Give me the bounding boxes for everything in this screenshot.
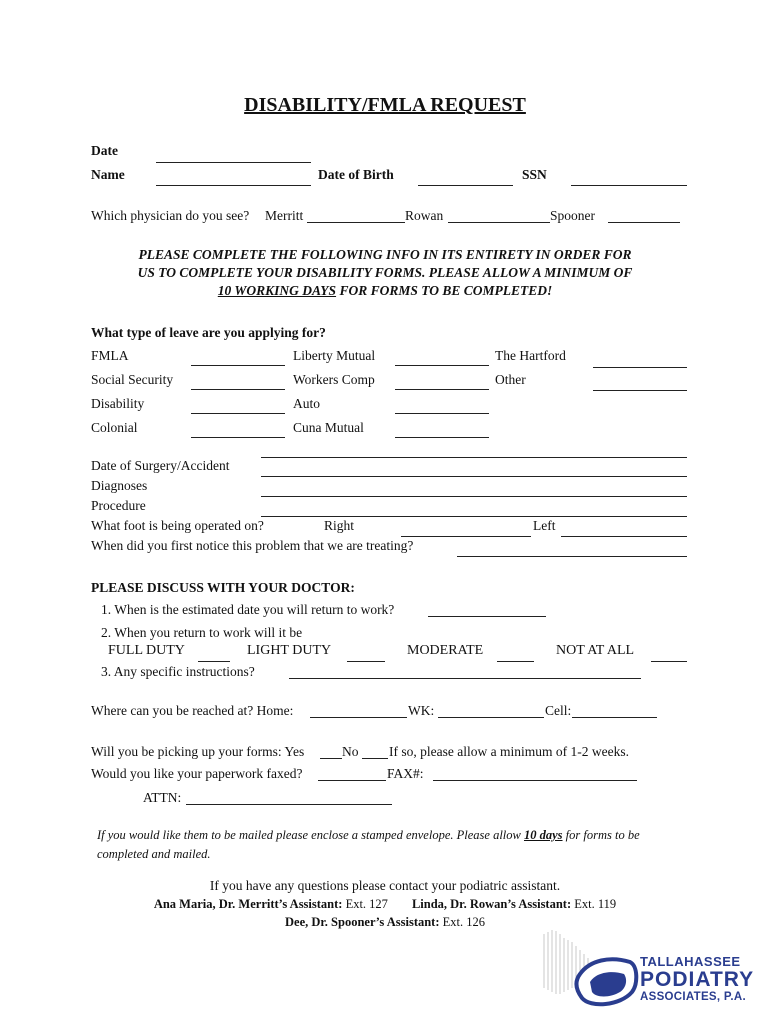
fax-yes-field[interactable] [318,780,386,781]
surgery-date-field[interactable] [261,476,687,477]
logo-line-1: TALLAHASSEE [640,954,741,969]
leave-cuna-mutual-field[interactable] [395,437,489,438]
dob-field[interactable] [418,185,513,186]
full-duty-field[interactable] [198,661,230,662]
left-foot-label: Left [533,518,556,533]
physician-merritt-label: Merritt [265,208,304,223]
return-duty-question: 2. When you return to work will it be [101,625,303,640]
leave-question: What type of leave are you applying for? [91,325,326,340]
leave-social-security-field[interactable] [191,389,285,390]
light-duty-label: LIGHT DUTY [247,643,332,658]
surgery-date-label: Date of Surgery/Accident [91,458,230,473]
reached-prompt: Where can you be reached at? Home: [91,703,294,718]
ssn-field[interactable] [571,185,687,186]
right-foot-label: Right [324,518,355,533]
leave-disability-label: Disability [91,396,145,411]
fax-number-field[interactable] [433,780,637,781]
diagnoses-label: Diagnoses [91,478,148,493]
practice-logo [540,928,755,1013]
physician-rowan-label: Rowan [405,208,444,223]
not-at-all-field[interactable] [651,661,687,662]
left-foot-field[interactable] [561,536,687,537]
discuss-heading: PLEASE DISCUSS WITH YOUR DOCTOR: [91,580,355,595]
cell-phone-field[interactable] [572,717,657,718]
attn-field[interactable] [186,804,392,805]
fax-number-label: FAX#: [387,766,424,781]
foot-logo-icon [540,928,640,1013]
leave-colonial-label: Colonial [91,420,138,435]
date-field[interactable] [156,162,311,163]
notice-line-3: 10 WORKING DAYS FOR FORMS TO BE COMPLETED! [217,283,553,298]
leave-other-field[interactable] [593,390,687,391]
moderate-label: MODERATE [407,643,484,658]
working-days-emphasis: 10 WORKING DAYS [217,283,337,298]
cell-phone-label: Cell: [545,703,572,718]
pickup-prompt: Will you be picking up your forms: Yes [91,744,305,759]
leave-colonial-field[interactable] [191,437,285,438]
page-title: DISABILITY/FMLA REQUEST [244,94,526,116]
leave-auto-label: Auto [293,396,320,411]
physician-prompt: Which physician do you see? [91,208,250,223]
questions-text: If you have any questions please contact your podiatric assistant. [209,878,561,893]
notice-line-2: US TO COMPLETE YOUR DISABILITY FORMS. PLEASE ALLOW A MINIMUM OF [137,265,633,280]
assistants-line-2: Dee, Dr. Spooner’s Assistant: Ext. 126 [285,915,485,929]
physician-rowan-field[interactable] [448,222,550,223]
work-phone-label: WK: [408,703,435,718]
procedure-field[interactable] [261,516,687,517]
pickup-note: If so, please allow a minimum of 1-2 weeks. [389,744,629,759]
date-label: Date [91,143,118,158]
completion-notice [80,246,690,300]
leave-auto-field[interactable] [395,413,489,414]
instructions-question: 3. Any specific instructions? [101,664,255,679]
pickup-yes-field[interactable] [320,758,342,759]
instructions-field[interactable] [289,678,641,679]
light-duty-field[interactable] [347,661,385,662]
surgery-date-field-upper[interactable] [261,457,687,458]
leave-workers-comp-field[interactable] [395,389,489,390]
name-field[interactable] [156,185,311,186]
physician-spooner-field[interactable] [608,222,680,223]
logo-line-3: ASSOCIATES, P.A. [640,991,746,1003]
moderate-field[interactable] [497,661,534,662]
logo-line-2: PODIATRY [640,968,755,991]
leave-liberty-mutual-field[interactable] [395,365,489,366]
ssn-label: SSN [522,167,547,182]
fax-prompt: Would you like your paperwork faxed? [91,766,303,781]
leave-other-label: Other [495,372,526,387]
notice-problem-question: When did you first notice this problem that we are treating? [91,538,414,553]
leave-disability-field[interactable] [191,413,285,414]
leave-fmla-field[interactable] [191,365,285,366]
home-phone-field[interactable] [310,717,407,718]
physician-spooner-label: Spooner [550,208,595,223]
pickup-no-label: No [342,744,359,759]
name-label: Name [91,167,125,182]
procedure-label: Procedure [91,498,146,513]
leave-social-security-label: Social Security [91,372,174,387]
return-date-field[interactable] [428,616,546,617]
ten-days-emphasis: 10 days [523,828,563,842]
leave-cuna-mutual-label: Cuna Mutual [293,420,364,435]
assistants-line-1: Ana Maria, Dr. Merritt’s Assistant: Ext. 127 Linda, Dr. Rowan’s Assistant: Ext. 119 [153,897,617,911]
leave-fmla-label: FMLA [91,348,129,363]
notice-problem-field[interactable] [457,556,687,557]
not-at-all-label: NOT AT ALL [556,643,635,658]
notice-line-1: PLEASE COMPLETE THE FOLLOWING INFO IN ITS ENTIRETY IN ORDER FOR [138,247,632,262]
pickup-no-field[interactable] [362,758,388,759]
leave-workers-comp-label: Workers Comp [293,372,375,387]
leave-hartford-label: The Hartford [495,348,566,363]
right-foot-field[interactable] [401,536,531,537]
leave-liberty-mutual-label: Liberty Mutual [293,348,376,363]
leave-hartford-field[interactable] [593,367,687,368]
work-phone-field[interactable] [438,717,544,718]
dob-label: Date of Birth [318,167,394,182]
diagnoses-field[interactable] [261,496,687,497]
physician-merritt-field[interactable] [307,222,405,223]
attn-label: ATTN: [143,790,182,805]
return-date-question: 1. When is the estimated date you will return to work? [101,602,395,617]
foot-question: What foot is being operated on? [91,518,264,533]
mail-instructions: If you would like them to be mailed please enclose a stamped envelope. Please allow 10 days for forms to be completed and mailed. [97,828,640,861]
full-duty-label: FULL DUTY [108,643,185,658]
